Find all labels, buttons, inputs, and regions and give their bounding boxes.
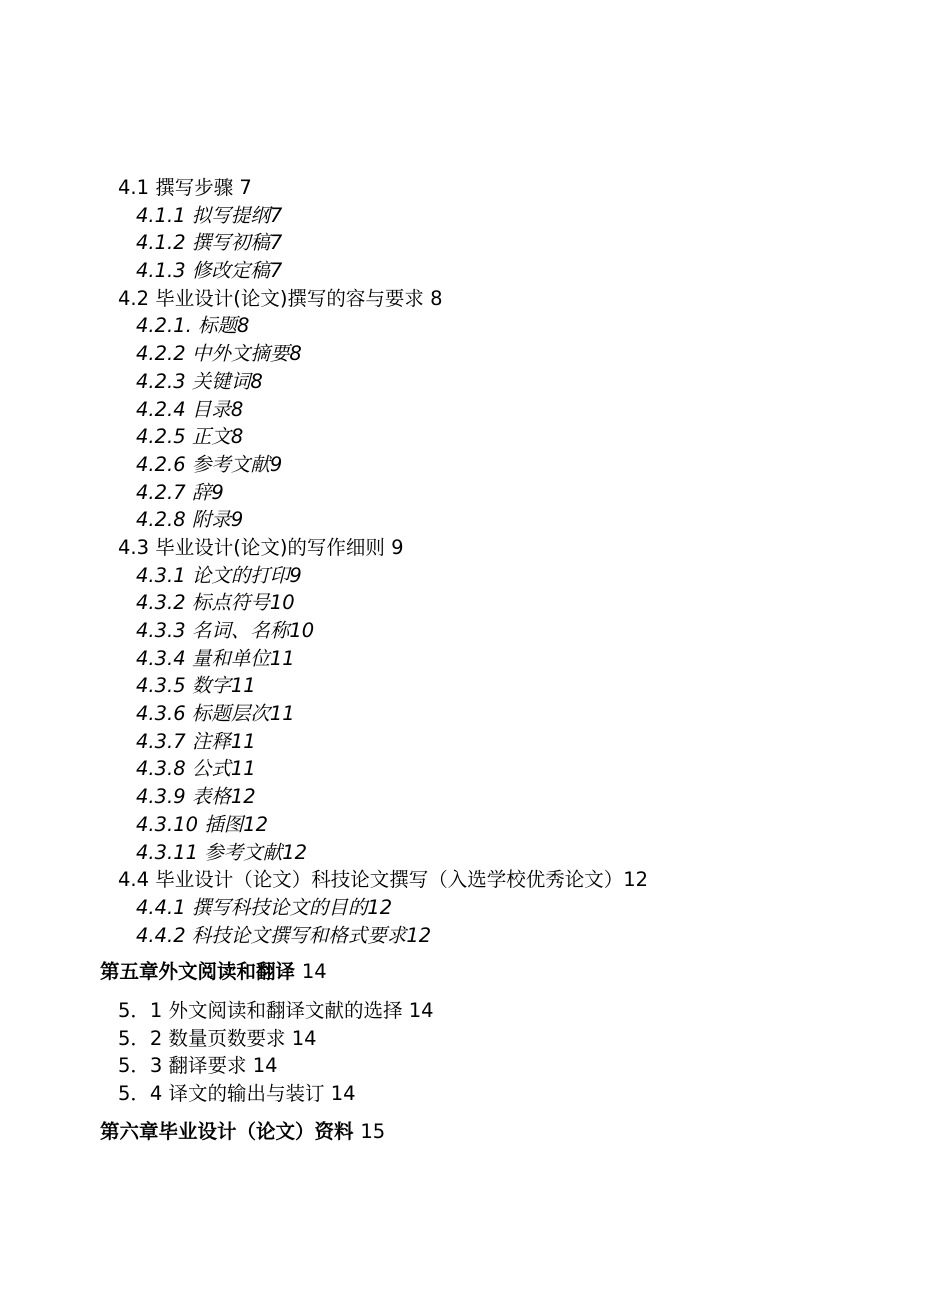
toc-chapter-label: 第五章外文阅读和翻译 (100, 960, 296, 983)
toc-entry[interactable] (0, 340, 950, 368)
toc-entry-label: 5．3 翻译要求 (118, 1054, 247, 1078)
toc-entry-page: 11 (269, 646, 295, 670)
toc-entry[interactable] (0, 368, 950, 396)
toc-entry[interactable] (0, 700, 950, 728)
toc-entry[interactable] (0, 839, 950, 867)
toc-entry-page: 14 (408, 999, 434, 1022)
toc-entry[interactable] (0, 866, 950, 894)
toc-entry-label: 4.3.6 标题层次 (136, 702, 270, 726)
toc-entry-label: 4.2.6 参考文献 (136, 452, 270, 476)
chapter-4-toc-list (0, 174, 950, 949)
toc-entry-page: 14 (252, 1054, 278, 1078)
toc-entry[interactable] (0, 922, 950, 950)
toc-entry-label: 4.3.5 数字 (136, 674, 231, 698)
toc-entry-page: 14 (330, 1082, 356, 1106)
toc-entry-page: 12 (282, 840, 308, 864)
toc-entry[interactable] (0, 755, 950, 783)
toc-entry-page: 11 (230, 674, 256, 698)
toc-entry-label: 4.2.8 附录 (136, 508, 231, 532)
toc-entry-page: 8 (230, 425, 244, 449)
toc-entry-label: 4.2.1. 标题 (136, 314, 238, 338)
toc-entry-page: 10 (269, 591, 295, 615)
toc-entry[interactable] (0, 396, 950, 424)
toc-entry-label: 4.2 毕业设计(论文)撰写的容与要求 (118, 286, 424, 310)
toc-entry-label: 4.3.9 表格 (136, 785, 231, 809)
toc-entry-label: 4.2.4 目录 (136, 397, 231, 421)
toc-chapter-6[interactable] (0, 1118, 950, 1146)
toc-entry-page: 10 (289, 619, 315, 642)
toc-entry-page: 12 (243, 812, 269, 836)
toc-entry-page: 11 (269, 702, 295, 726)
toc-entry-label: 5．1 外文阅读和翻译文献的选择 (118, 999, 403, 1022)
toc-entry[interactable] (0, 312, 950, 340)
toc-entry[interactable] (0, 894, 950, 922)
toc-entry[interactable] (0, 534, 950, 562)
toc-entry-label: 4.3.2 标点符号 (136, 591, 270, 615)
toc-entry-label: 4.3.3 名词、名称 (136, 619, 290, 642)
toc-chapter-5[interactable] (0, 958, 950, 986)
toc-entry[interactable] (0, 229, 950, 257)
toc-entry-page: 9 (391, 535, 404, 559)
toc-entry-page: 9 (289, 563, 302, 587)
toc-entry-label: 4.4 毕业设计（论文）科技论文撰写（入选学校优秀论文） (118, 868, 624, 892)
toc-entry-label: 4.4.1 撰写科技论文的目的 (136, 895, 368, 919)
toc-entry-label: 4.1.1 拟写提纲 (136, 203, 270, 227)
toc-entry[interactable] (0, 783, 950, 811)
toc-entry[interactable] (0, 811, 950, 839)
toc-entry-page: 12 (367, 895, 393, 919)
toc-entry-label: 4.1.3 修改定稿 (136, 259, 270, 283)
toc-entry[interactable] (0, 1025, 950, 1053)
toc-chapter-page: 15 (360, 1120, 386, 1143)
toc-entry-page: 9 (211, 480, 224, 504)
toc-entry-label: 4.4.2 科技论文撰写和格式要求 (136, 923, 407, 947)
toc-entry[interactable] (0, 617, 950, 645)
toc-entry[interactable] (0, 672, 950, 700)
toc-entry[interactable] (0, 423, 950, 451)
toc-entry-page: 8 (237, 314, 250, 338)
toc-entry[interactable] (0, 174, 950, 202)
toc-entry[interactable] (0, 506, 950, 534)
toc-entry[interactable] (0, 285, 950, 313)
toc-entry-label: 5．2 数量页数要求 (118, 1026, 286, 1050)
toc-entry-page: 8 (430, 286, 443, 310)
toc-chapter-page: 14 (301, 960, 327, 983)
toc-entry-page: 7 (269, 259, 283, 283)
toc-entry-page: 7 (269, 203, 283, 227)
toc-entry-page: 12 (230, 785, 256, 809)
toc-entry-label: 4.2.7 辞 (136, 480, 212, 504)
toc-entry[interactable] (0, 645, 950, 673)
toc-entry[interactable] (0, 728, 950, 756)
toc-entry[interactable] (0, 451, 950, 479)
toc-entry-label: 4.3.1 论文的打印 (136, 563, 290, 587)
toc-entry-label: 4.3.11 参考文献 (136, 840, 283, 864)
toc-entry-label: 4.3.7 注释 (136, 729, 231, 753)
toc-entry-page: 9 (230, 508, 244, 532)
toc-entry-label: 4.3.8 公式 (136, 757, 231, 781)
toc-entry[interactable] (0, 562, 950, 590)
toc-entry[interactable] (0, 479, 950, 507)
toc-entry[interactable] (0, 1052, 950, 1080)
toc-entry[interactable] (0, 257, 950, 285)
toc-chapter-label: 第六章毕业设计（论文）资料 (100, 1120, 354, 1143)
toc-entry-page: 8 (289, 342, 302, 366)
toc-entry-page: 14 (291, 1026, 317, 1050)
toc-entry[interactable] (0, 202, 950, 230)
toc-entry-label: 4.1.2 撰写初稿 (136, 231, 270, 255)
toc-entry-label: 4.3.10 插图 (136, 812, 244, 836)
toc-entry-page: 11 (230, 757, 256, 781)
toc-entry[interactable] (0, 589, 950, 617)
chapter-5-toc-list (0, 997, 950, 1108)
toc-entry-label: 4.2.3 关键词 (136, 369, 251, 393)
toc-entry-page: 7 (239, 176, 252, 199)
toc-entry[interactable] (0, 997, 950, 1025)
toc-entry-page: 12 (623, 868, 649, 892)
toc-entry-page: 8 (230, 397, 244, 421)
toc-entry-page: 8 (250, 369, 263, 393)
toc-entry-label: 4.2.2 中外文摘要 (136, 342, 290, 366)
toc-entry-page: 12 (406, 923, 432, 947)
toc-entry-label: 4.2.5 正文 (136, 425, 231, 449)
toc-entry-label: 5．4 译文的输出与装订 (118, 1082, 325, 1106)
toc-entry-page: 11 (230, 729, 256, 753)
toc-entry-page: 9 (269, 452, 283, 476)
toc-entry[interactable] (0, 1080, 950, 1108)
toc-entry-label: 4.1 撰写步骤 (118, 176, 234, 199)
toc-entry-label: 4.3 毕业设计(论文)的写作细则 (118, 535, 385, 559)
toc-entry-label: 4.3.4 量和单位 (136, 646, 270, 670)
toc-entry-page: 7 (269, 231, 283, 255)
